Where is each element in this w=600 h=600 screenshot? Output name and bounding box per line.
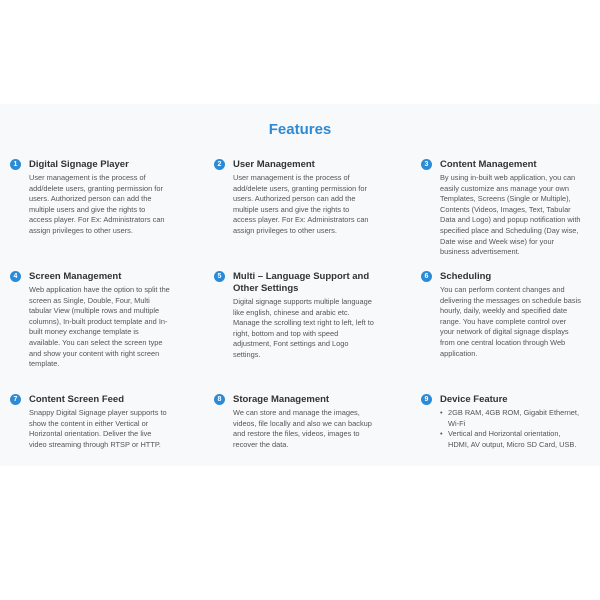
feature-device-feature — [421, 394, 581, 450]
number-badge: 3 — [421, 159, 432, 170]
feature-multi-language-support — [214, 271, 376, 361]
feature-content-management — [421, 159, 581, 258]
feature-title: User Management — [233, 159, 315, 170]
feature-title: Content Management — [440, 159, 537, 170]
number-badge: 9 — [421, 394, 432, 405]
feature-title: Digital Signage Player — [29, 159, 129, 170]
feature-title: Content Screen Feed — [29, 394, 125, 405]
bullet-item: • Vertical and Horizontal orientation, HDMI, AV output, Micro SD Card, USB. — [440, 429, 581, 450]
feature-content-screen-feed — [10, 394, 170, 450]
feature-description: Digital signage supports multiple language like english, chinese and arabic etc. Manage the scrolling text right to left, left to right, bottom and top with speed adjustment, Font settings and Logo settings. — [233, 297, 374, 359]
feature-scheduling — [421, 271, 581, 359]
feature-title: Screen Management — [29, 271, 122, 282]
feature-title: Multi – Language Support and Other Settings — [233, 271, 370, 294]
feature-title: Scheduling — [440, 271, 492, 282]
number-badge: 4 — [10, 271, 21, 282]
number-badge: 2 — [214, 159, 225, 170]
number-badge: 7 — [10, 394, 21, 405]
feature-user-management — [214, 159, 374, 237]
feature-title: Device Feature — [440, 394, 508, 405]
feature-description: You can perform content changes and delivering the messages on schedule basis hourly, daily, weekly and specified date range. You have complete control over your network of digital signage displays from one central location through Web application. — [440, 285, 581, 358]
feature-description: Snappy Digital Signage player supports to show the content in either Vertical or Horizontal orientation. Deliver the live video streaming through RTSP or HTTP. — [29, 408, 167, 449]
feature-storage-management — [214, 394, 374, 450]
number-badge: 1 — [10, 159, 21, 170]
feature-description: By using in-built web application, you can easily customize ans manage your own Templates, Screens (Single or Multiple), Contents (Videos, Images, Text, Tabular Data and Logo) and popup notification with specified place and Scheduling (Day wise, Date wise and Week wise) for your business advertisement. — [440, 173, 581, 257]
feature-description: User management is the process of add/delete users, granting permission for users. Authorized person can add the multiple users and give the rights to access player. For Ex: Administrators can assign privileges to other users. — [29, 173, 165, 235]
page-title: Features — [268, 121, 332, 138]
feature-description: We can store and manage the images, videos, file locally and also we can backup and restore the files, videos, images to recover the data. — [233, 408, 372, 449]
feature-bullet-list — [440, 408, 581, 450]
feature-description: Web application have the option to split the screen as Single, Double, Four, Multi tabular View (multiple rows and multiple columns), In-built product template and In-built money exchange template is available. You can select the screen type and show your content with right screen template. — [29, 285, 170, 369]
bullet-item: • 2GB RAM, 4GB ROM, Gigabit Ethernet, Wi-Fi — [440, 408, 581, 429]
number-badge: 5 — [214, 271, 225, 282]
number-badge: 6 — [421, 271, 432, 282]
feature-title: Storage Management — [233, 394, 330, 405]
feature-digital-signage-player — [10, 159, 170, 237]
feature-screen-management — [10, 271, 170, 370]
number-badge: 8 — [214, 394, 225, 405]
feature-description: User management is the process of add/delete users, granting permission for users. Authorized person can add the multiple users and give the rights to access player. For Ex: Administrators can assign privileges to other users. — [233, 173, 369, 235]
